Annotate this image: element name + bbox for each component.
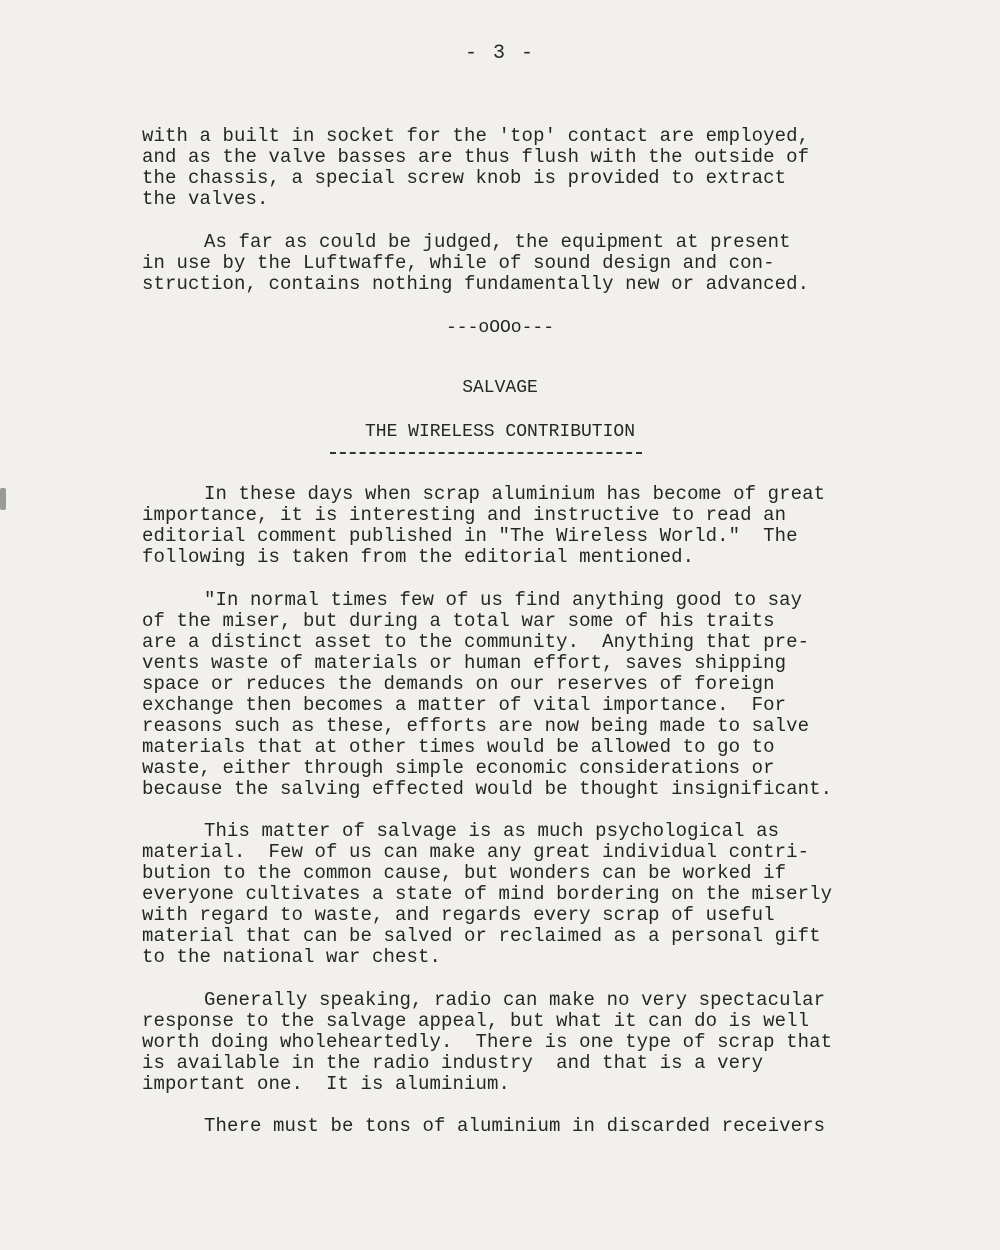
section-title: SALVAGE: [462, 378, 538, 398]
judgement-line: struction, contains nothing fundamentally new or advanced.: [142, 273, 810, 295]
scrap-line: editorial comment published in "The Wireless World." The: [142, 525, 798, 547]
quote-line: Generally speaking, radio can make no very spectacular: [204, 989, 826, 1011]
intro-line: the chassis, a special screw knob is provided to extract: [142, 167, 787, 189]
section-subtitle: THE WIRELESS CONTRIBUTION: [364, 422, 636, 442]
intro-line: the valves.: [142, 188, 269, 210]
section-divider: ---oOOo---: [445, 318, 555, 338]
quote-line: because the salving effected would be thought insignificant.: [142, 778, 833, 800]
quote-line: vents waste of materials or human effort, saves shipping: [142, 652, 787, 674]
quote-line: worth doing wholeheartedly. There is one type of scrap that: [142, 1031, 833, 1053]
subtitle-underline: [330, 452, 642, 454]
judgement-line: in use by the Luftwaffe, while of sound design and con-: [142, 252, 775, 274]
intro-line: with a built in socket for the 'top' contact are employed,: [142, 125, 810, 147]
quote-line: waste, either through simple economic considerations or: [142, 757, 775, 779]
quote-line: reasons such as these, efforts are now being made to salve: [142, 715, 810, 737]
quote-line: are a distinct asset to the community. Anything that pre-: [142, 631, 810, 653]
quote-line: bution to the common cause, but wonders can be worked if: [142, 862, 787, 884]
page-number: - 3 -: [464, 42, 535, 65]
quote-line: There must be tons of aluminium in discarded receivers: [204, 1115, 826, 1137]
scrap-line: importance, it is interesting and instructive to read an: [142, 504, 787, 526]
quote-line: space or reduces the demands on our reserves of foreign: [142, 673, 775, 695]
quote-line: of the miser, but during a total war some of his traits: [142, 610, 775, 632]
scrap-line: In these days when scrap aluminium has become of great: [204, 483, 826, 505]
quote-line: materials that at other times would be allowed to go to: [142, 736, 775, 758]
binding-mark: [0, 488, 6, 510]
judgement-line: As far as could be judged, the equipment at present: [204, 231, 791, 253]
quote-line: to the national war chest.: [142, 946, 442, 968]
intro-line: and as the valve basses are thus flush with the outside of: [142, 146, 810, 168]
quote-line: important one. It is aluminium.: [142, 1073, 511, 1095]
quote-line: everyone cultivates a state of mind bordering on the miserly: [142, 883, 833, 905]
quote-line: with regard to waste, and regards every scrap of useful: [142, 904, 775, 926]
quote-line: material that can be salved or reclaimed as a personal gift: [142, 925, 821, 947]
quote-line: material. Few of us can make any great individual contri-: [142, 841, 810, 863]
quote-line: is available in the radio industry and that is a very: [142, 1052, 764, 1074]
quote-line: This matter of salvage is as much psychological as: [204, 820, 780, 842]
scrap-line: following is taken from the editorial mentioned.: [142, 546, 695, 568]
quote-line: exchange then becomes a matter of vital importance. For: [142, 694, 787, 716]
quote-line: "In normal times few of us find anything good to say: [204, 589, 803, 611]
quote-line: response to the salvage appeal, but what it can do is well: [142, 1010, 810, 1032]
